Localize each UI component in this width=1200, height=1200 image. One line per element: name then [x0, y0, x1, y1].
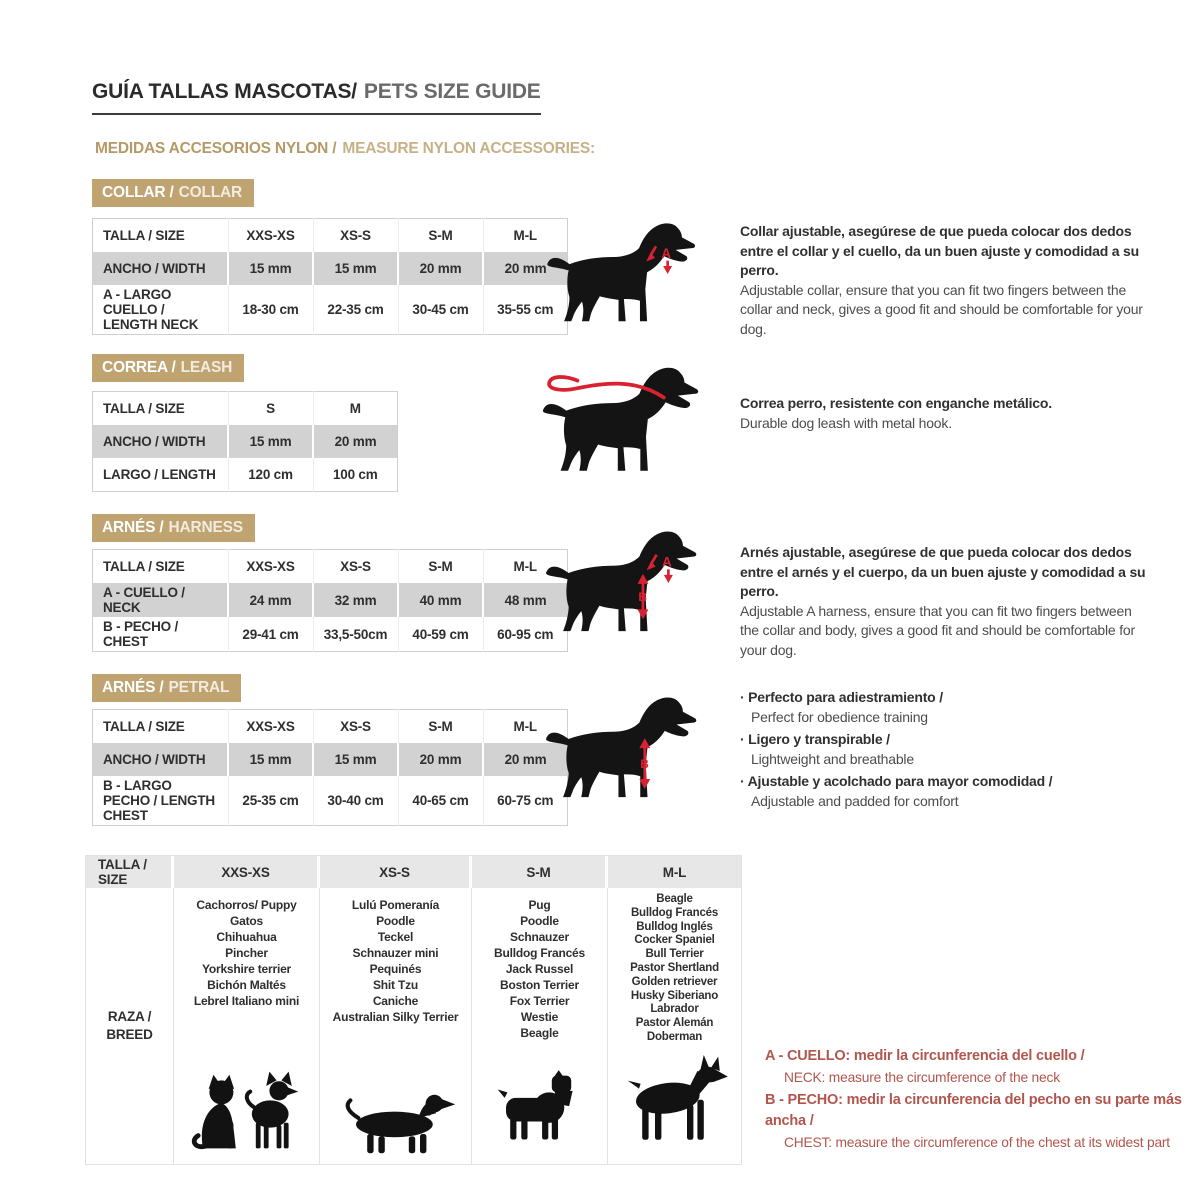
measure-value-cell: 15 mm: [313, 743, 398, 776]
size-column-header: XS-S: [313, 550, 398, 584]
sizes-table: [92, 218, 568, 335]
list-item: [740, 730, 1148, 769]
breed-list: Pug Poodle Schnauzer Bulldog Francés Jack Russel Boston Terrier Fox Terrier Westie Beagle: [493, 898, 585, 1040]
size-column-header: XXS-XS: [228, 219, 313, 253]
measure-value-cell: 40-65 cm: [398, 776, 483, 826]
collar-desc-en: Adjustable collar, ensure that you can fit two fingers between the collar and neck, gives a good fit and should be comfortable for your dog.: [740, 281, 1143, 337]
list-item: [740, 688, 1148, 727]
harness-badge-en: HARNESS: [168, 519, 243, 536]
size-column-header: XS-S: [313, 710, 398, 744]
sizes-table: [92, 391, 398, 492]
note-neck: [765, 1046, 1195, 1088]
breed-table-header: [86, 856, 741, 888]
breed-size-table: [85, 855, 742, 1165]
measure-row-label: B - PECHO / CHEST: [93, 617, 229, 652]
chihuahua-silhouette: [251, 1072, 297, 1149]
petral-section-badge: [92, 674, 241, 702]
collar-desc-es: Collar ajustable, asegúrese de que pueda colocar dos dedos entre el collar y el cuello, da un buen ajuste y comodidad a su perro.: [740, 223, 1139, 278]
subtitle-en: MEASURE NYLON ACCESSORIES:: [342, 140, 595, 157]
petral-size-table: [92, 709, 568, 826]
harness-size-table: [92, 549, 568, 652]
measure-value-cell: 20 mm: [398, 743, 483, 776]
measure-value-cell: 20 mm: [483, 743, 568, 776]
page-title: [92, 80, 541, 115]
dachshund-silhouette: [356, 1095, 455, 1153]
s-m-silhouettes: [488, 1062, 592, 1158]
marker-a-label: A: [662, 554, 672, 570]
petral-feature-list: [740, 688, 1148, 814]
dog-silhouette: [547, 223, 695, 321]
measure-value-cell: 48 mm: [483, 583, 568, 617]
breed-list: Beagle Bulldog Francés Bulldog Inglés Cocker Spaniel Bull Terrier Pastor Shertland Golden retriever Husky Siberiano Labrador Pastor Alemán Doberman: [630, 893, 719, 1043]
collar-size-table: [92, 218, 568, 335]
measure-value-cell: 15 mm: [228, 743, 313, 776]
leash-desc-en: Durable dog leash with metal hook.: [740, 414, 952, 431]
leash-description: [740, 394, 1148, 433]
collar-section-badge: [92, 179, 254, 207]
size-column-header: M-L: [483, 550, 568, 584]
note-chest-es: B - PECHO: medir la circunferencia del pecho en su parte más ancha /: [765, 1092, 1182, 1129]
measure-value-cell: 15 mm: [313, 252, 398, 285]
leash-badge-es: CORREA /: [102, 359, 176, 376]
dog-silhouette: [546, 697, 696, 797]
page-title-en: PETS SIZE GUIDE: [363, 80, 541, 103]
harness-description: [740, 543, 1148, 660]
page-title-es: GUÍA TALLAS MASCOTAS/: [92, 80, 357, 103]
size-column-header: S: [228, 392, 313, 426]
measure-value-cell: 33,5-50cm: [313, 617, 398, 652]
petral-bullet-en: Lightweight and breathable: [751, 750, 914, 767]
measure-value-cell: 20 mm: [313, 425, 398, 458]
size-column-header: XS-S: [313, 219, 398, 253]
size-column-header: XXS-XS: [228, 550, 313, 584]
measure-value-cell: 40-59 cm: [398, 617, 483, 652]
measure-value-cell: 18-30 cm: [228, 285, 313, 335]
sizes-table: [92, 549, 568, 652]
subtitle-es: MEDIDAS ACCESORIOS NYLON /: [95, 140, 337, 157]
size-column-header: S-M: [398, 219, 483, 253]
xxs-xs-silhouettes: [186, 1070, 308, 1158]
petral-bullet-en: Adjustable and padded for comfort: [751, 792, 959, 809]
measure-value-cell: 24 mm: [228, 583, 313, 617]
breed-header-m-l: M-L: [608, 856, 741, 888]
measure-row-label: B - LARGO PECHO / LENGTH CHEST: [93, 776, 229, 826]
harness-desc-es: Arnés ajustable, asegúrese de que pueda colocar dos dedos entre el arnés y el cuerpo, da un buen ajuste y comodidad a su perro.: [740, 544, 1146, 599]
measure-value-cell: 32 mm: [313, 583, 398, 617]
schnauzer-silhouette: [497, 1070, 572, 1139]
measure-value-cell: 60-75 cm: [483, 776, 568, 826]
measure-value-cell: 120 cm: [228, 458, 313, 492]
breed-column-m-l: [608, 888, 741, 1164]
size-column-header: M: [313, 392, 398, 426]
measure-row-label: ANCHO / WIDTH: [93, 425, 229, 458]
measure-value-cell: 22-35 cm: [313, 285, 398, 335]
leash-desc-es: Correa perro, resistente con enganche metálico.: [740, 395, 1052, 411]
measure-row-label: A - CUELLO / NECK: [93, 583, 229, 617]
sizes-table: [92, 709, 568, 826]
leash-dog-illustration: [535, 360, 710, 482]
raza-breed-label: RAZA / BREED: [106, 1009, 153, 1042]
harness-section-badge: [92, 514, 255, 542]
breed-column-s-m: [472, 888, 608, 1164]
cat-silhouette: [201, 1075, 235, 1149]
size-row-header: TALLA / SIZE: [93, 710, 229, 744]
measure-value-cell: 15 mm: [228, 252, 313, 285]
measure-value-cell: 60-95 cm: [483, 617, 568, 652]
leash-section-badge: [92, 354, 244, 382]
petral-bullet-es: · Ajustable y acolchado para mayor comodidad /: [740, 773, 1052, 789]
size-column-header: M-L: [483, 710, 568, 744]
collar-badge-es: COLLAR /: [102, 184, 174, 201]
dachshund-tail: [347, 1100, 358, 1118]
breed-column-xs-s: [320, 888, 472, 1164]
measure-value-cell: 100 cm: [313, 458, 398, 492]
measure-value-cell: 15 mm: [228, 425, 313, 458]
breed-column-xxs-xs: [174, 888, 320, 1164]
size-column-header: S-M: [398, 710, 483, 744]
doberman-silhouette: [627, 1055, 727, 1140]
note-neck-es: A - CUELLO: medir la circunferencia del cuello /: [765, 1048, 1085, 1064]
breed-header-xs-s: XS-S: [320, 856, 472, 888]
petral-bullet-es: · Ligero y transpirable /: [740, 731, 890, 747]
size-row-header: TALLA / SIZE: [93, 392, 229, 426]
breed-list: Cachorros/ Puppy Gatos Chihuahua Pincher Yorkshire terrier Bichón Maltés Lebrel Italiano mini: [193, 898, 300, 1008]
measure-value-cell: 29-41 cm: [228, 617, 313, 652]
size-row-header: TALLA / SIZE: [93, 550, 229, 584]
measure-value-cell: 25-35 cm: [228, 776, 313, 826]
petral-bullet-en: Perfect for obedience training: [751, 708, 928, 725]
breed-table-body: [86, 888, 741, 1164]
note-chest-en: CHEST: measure the circumference of the chest at its widest part: [784, 1135, 1170, 1150]
measure-value-cell: 20 mm: [483, 252, 568, 285]
chihuahua-tail: [246, 1092, 253, 1107]
harness-badge-es: ARNÉS /: [102, 519, 164, 536]
size-column-header: M-L: [483, 219, 568, 253]
marker-a-label: A: [661, 245, 671, 261]
marker-b-label: B: [640, 757, 649, 772]
breed-list: Lulú Pomeranía Poodle Teckel Schnauzer mini Pequinés Shit Tzu Caniche Australian Silky Terrier: [332, 898, 459, 1024]
size-row-header: TALLA / SIZE: [93, 219, 229, 253]
dog-silhouette: [546, 531, 696, 631]
measure-row-label: ANCHO / WIDTH: [93, 743, 229, 776]
breed-row-label-cell: [86, 888, 174, 1164]
collar-badge-en: COLLAR: [178, 184, 242, 201]
measure-row-label: LARGO / LENGTH: [93, 458, 229, 492]
marker-b-label: B: [638, 590, 647, 605]
leash-size-table: [92, 391, 398, 492]
petral-badge-en: PETRAL: [168, 679, 230, 696]
note-chest: [765, 1090, 1195, 1153]
m-l-silhouettes: [615, 1048, 735, 1158]
measure-value-cell: 35-55 cm: [483, 285, 568, 335]
section-subtitle: [95, 140, 595, 158]
harness-dog-illustration: [538, 524, 708, 642]
measure-value-cell: 20 mm: [398, 252, 483, 285]
measure-value-cell: 30-40 cm: [313, 776, 398, 826]
breed-header-s-m: S-M: [472, 856, 608, 888]
size-column-header: S-M: [398, 550, 483, 584]
list-item: [740, 772, 1148, 811]
petral-badge-es: ARNÉS /: [102, 679, 164, 696]
harness-desc-en: Adjustable A harness, ensure that you can fit two fingers between the collar and body, gives a good fit and should be comfortable for your dog.: [740, 602, 1135, 658]
breed-header-size: TALLA / SIZE: [86, 856, 174, 888]
xs-s-silhouettes: [331, 1078, 461, 1158]
petral-chest-marker: [639, 738, 650, 789]
measure-row-label: ANCHO / WIDTH: [93, 252, 229, 285]
measuring-notes: [765, 1046, 1195, 1155]
leash-badge-en: LEASH: [180, 359, 233, 376]
measure-value-cell: 40 mm: [398, 583, 483, 617]
size-column-header: XXS-XS: [228, 710, 313, 744]
measure-row-label: A - LARGO CUELLO / LENGTH NECK: [93, 285, 229, 335]
note-neck-en: NECK: measure the circumference of the neck: [784, 1070, 1060, 1085]
petral-bullet-es: · Perfecto para adiestramiento /: [740, 689, 943, 705]
petral-dog-illustration: [538, 690, 708, 808]
breed-header-xxs-xs: XXS-XS: [174, 856, 320, 888]
collar-dog-illustration: [538, 216, 708, 332]
collar-description: [740, 222, 1148, 339]
measure-value-cell: 30-45 cm: [398, 285, 483, 335]
